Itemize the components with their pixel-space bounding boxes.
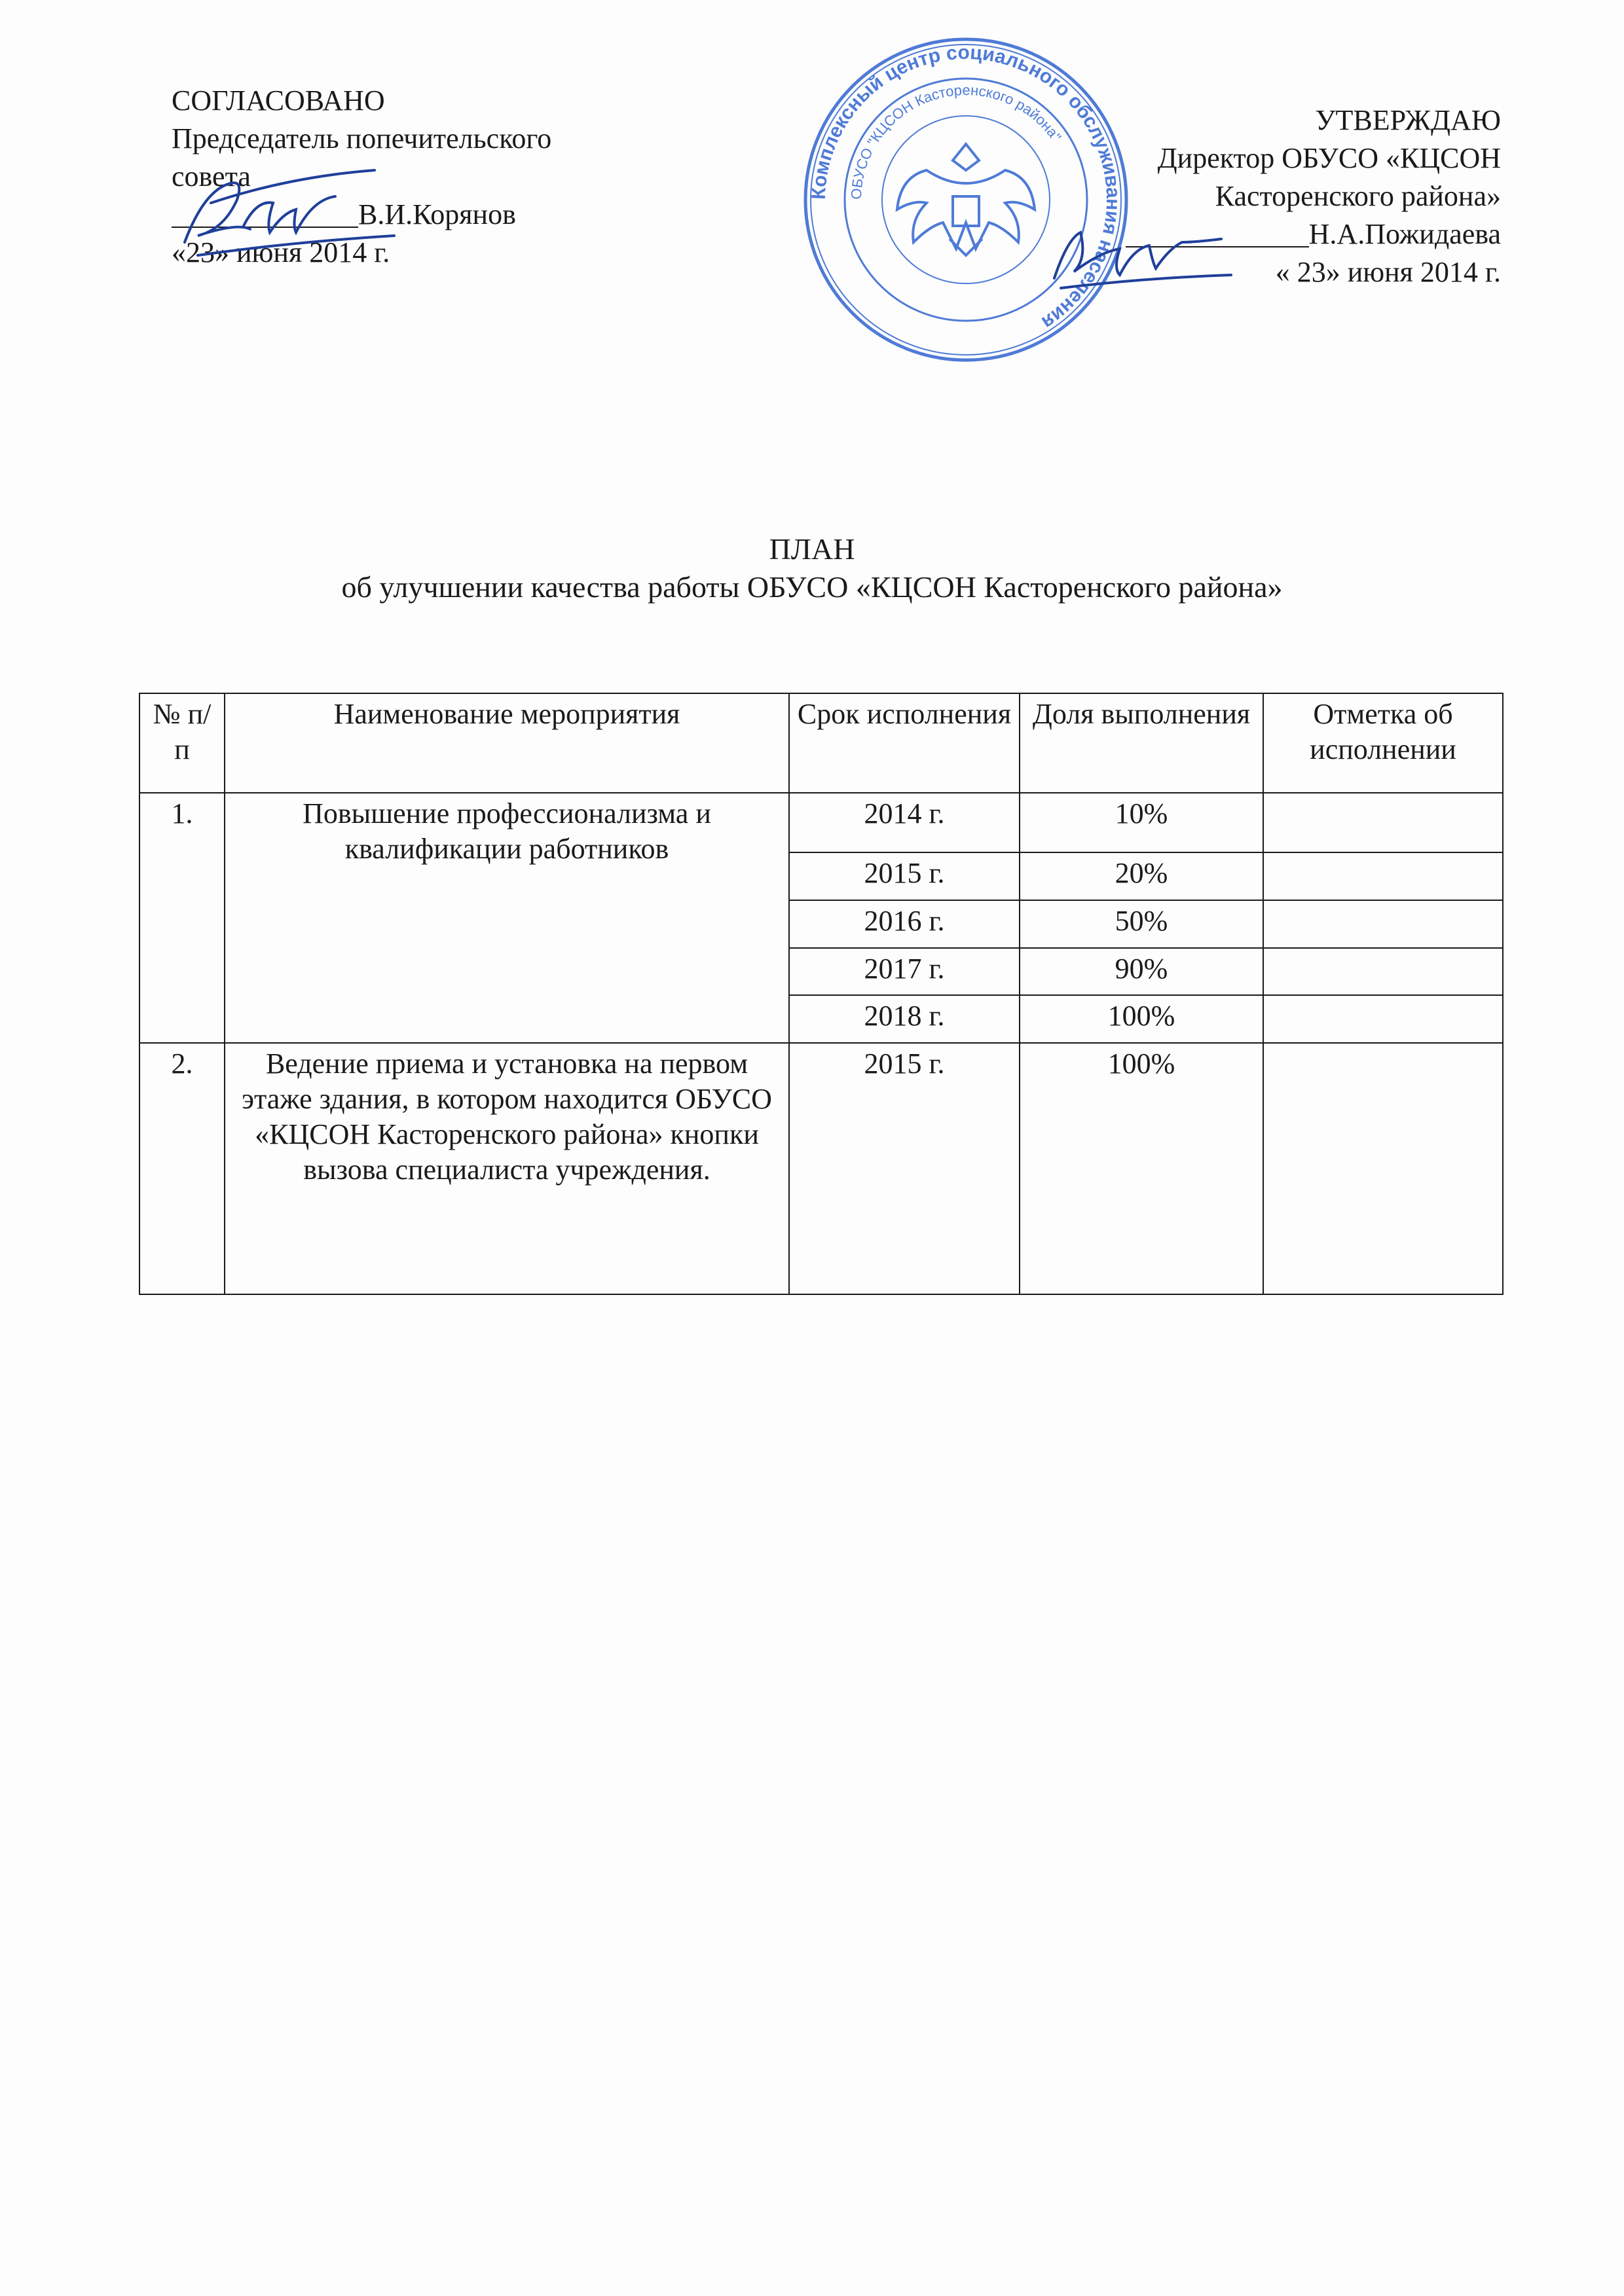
approval-right-name: Н.А.Пожидаева [1308,218,1501,250]
row-term: 2015 г. [789,852,1020,900]
document-title [0,530,1624,606]
header-mark: Отметка об исполнении [1263,693,1503,793]
row-mark [1263,900,1503,948]
row-term: 2016 г. [789,900,1020,948]
row-number: 2. [139,1043,225,1294]
approval-left-date: «23» июня 2014 г. [172,236,390,268]
stamp-inner-text: ОБУСО "КЦСОН Касторенского района" [847,81,1065,200]
row-share: 10% [1020,793,1263,852]
row-activity: Ведение приема и установка на первом этаже здания, в котором находится ОБУСО «КЦСОН Касторенского района» кнопки вызова специалиста учреждения. [225,1043,789,1294]
row-number: 1. [139,793,225,1043]
row-mark [1263,995,1503,1043]
handwritten-signature-right [1048,216,1244,295]
title-subtitle: об улучшении качества работы ОБУСО «КЦСОН Касторенского района» [341,570,1283,604]
row-share: 50% [1020,900,1263,948]
table-row [139,793,1503,852]
row-term: 2017 г. [789,948,1020,996]
approval-left-name: В.И.Корянов [358,198,516,230]
row-share: 90% [1020,948,1263,996]
row-term: 2015 г. [789,1043,1020,1294]
row-activity: Повышение профессионализма и квалификации работников [225,793,789,1043]
table-row [139,1043,1503,1294]
header-share: Доля выполнения [1020,693,1263,793]
approval-right-date: « 23» июня 2014 г. [1275,256,1501,288]
approval-right-position-2: Касторенского района» [1215,180,1501,212]
stamp-outer-text: Комплексный центр социального обслуживания населения [807,41,1124,334]
approval-right-heading: УТВЕРЖДАЮ [1315,104,1501,136]
row-mark [1263,793,1503,852]
header-number: № п/п [139,693,225,793]
row-share: 100% [1020,1043,1263,1294]
row-term: 2014 г. [789,793,1020,852]
approval-left-position-1: Председатель попечительского [172,122,552,155]
header-name: Наименование мероприятия [225,693,789,793]
plan-table [139,693,1504,1295]
approval-left-position-2: совета [172,160,251,192]
row-term: 2018 г. [789,995,1020,1043]
row-mark [1263,852,1503,900]
row-share: 100% [1020,995,1263,1043]
approval-left-heading: СОГЛАСОВАНО [172,84,385,117]
title-main: ПЛАН [769,532,855,566]
handwritten-signature-left [172,164,407,268]
row-mark [1263,1043,1503,1294]
header-term: Срок исполнения [789,693,1020,793]
row-share: 20% [1020,852,1263,900]
row-mark [1263,948,1503,996]
approval-right-position-1: Директор ОБУСО «КЦСОН [1157,142,1501,174]
